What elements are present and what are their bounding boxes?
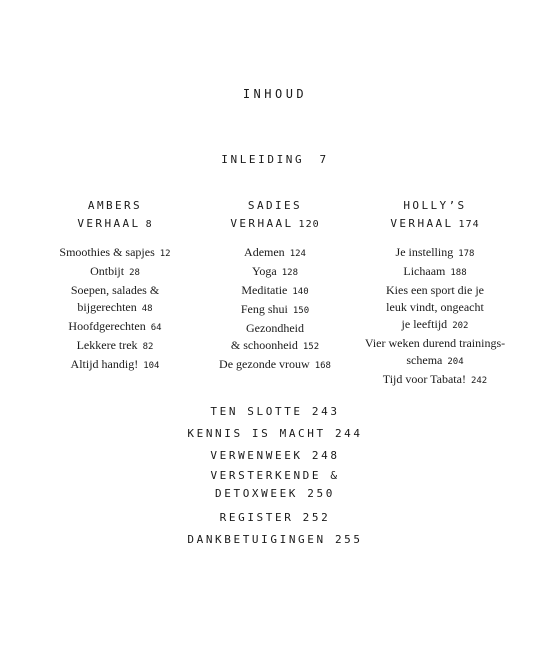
toc-entry-label: DANKBETUIGINGEN — [187, 533, 326, 546]
toc-item-label: Vier weken durend trainings- — [364, 336, 506, 350]
toc-item-label: & schoonheid — [230, 338, 298, 352]
section-heading-line: HOLLY’S — [403, 199, 467, 212]
toc-item[interactable] — [190, 244, 360, 263]
toc-entry-label: INLEIDING — [221, 153, 305, 166]
toc-page-number: 178 — [458, 249, 475, 259]
section-heading-ambers-verhaal[interactable] — [30, 197, 200, 234]
section-heading-sadies-verhaal[interactable] — [190, 197, 360, 234]
toc-entry-label: KENNIS IS MACHT — [187, 427, 326, 440]
toc-page-number: 152 — [302, 342, 320, 352]
toc-entry-label: REGISTER — [219, 511, 294, 524]
toc-page-number: 82 — [142, 342, 154, 352]
toc-column-sadies — [190, 197, 360, 375]
toc-closing-entries — [0, 401, 550, 551]
toc-item-label: Feng shui — [240, 302, 288, 316]
toc-entry-detoxweek[interactable] — [0, 485, 550, 503]
toc-item-label: Kies een sport die je — [386, 283, 484, 297]
toc-item-label: schema — [406, 353, 443, 367]
section-heading-line: AMBERS — [87, 199, 143, 212]
toc-page-number: 120 — [298, 219, 320, 230]
toc-page-number: 243 — [311, 405, 340, 418]
toc-item-label: Meditatie — [241, 283, 288, 297]
toc-page-number: 8 — [145, 219, 153, 230]
toc-page-number: 150 — [292, 306, 310, 316]
toc-item[interactable] — [190, 301, 360, 320]
toc-item[interactable] — [350, 244, 520, 263]
toc-item[interactable] — [30, 263, 200, 282]
toc-item[interactable] — [350, 371, 520, 390]
section-heading-text: VERHAAL — [390, 217, 454, 230]
toc-item[interactable] — [350, 352, 520, 371]
toc-page-number: 250 — [307, 487, 335, 500]
toc-item[interactable] — [30, 299, 200, 318]
toc-item-label: Gezondheid — [246, 321, 304, 335]
toc-item[interactable] — [190, 282, 360, 301]
toc-item-label: Yoga — [251, 264, 277, 278]
toc-item-label: Lekkere trek — [76, 338, 138, 352]
toc-entry-label: DETOXWEEK — [215, 487, 299, 500]
toc-column-hollys — [350, 197, 520, 390]
toc-item-label: leuk vindt, ongeacht — [386, 300, 484, 314]
toc-page-number: 244 — [334, 427, 363, 440]
toc-item[interactable] — [350, 299, 520, 316]
toc-page-number: 12 — [159, 249, 171, 259]
toc-item[interactable] — [190, 320, 360, 337]
toc-entry-ten-slotte[interactable] — [0, 401, 550, 423]
toc-page-number: 202 — [452, 321, 469, 331]
section-heading-line — [30, 215, 200, 234]
toc-entry-inleiding[interactable] — [0, 153, 550, 166]
toc-page-number: 252 — [302, 511, 331, 524]
toc-item[interactable] — [190, 263, 360, 282]
toc-item-label: Tijd voor Tabata! — [382, 372, 466, 386]
toc-item[interactable] — [350, 335, 520, 352]
toc-item[interactable] — [30, 282, 200, 299]
section-heading-hollys-verhaal[interactable] — [350, 197, 520, 234]
toc-page-number: 204 — [447, 357, 464, 367]
toc-page-number: 174 — [458, 219, 480, 230]
section-heading-line: SADIES — [247, 199, 303, 212]
toc-page-number: 140 — [292, 287, 309, 297]
toc-item-label: bijgerechten — [77, 300, 137, 314]
toc-page-number: 28 — [129, 268, 140, 278]
page-title: INHOUD — [242, 87, 308, 101]
toc-entry-label: TEN SLOTTE — [210, 405, 303, 418]
section-heading-text: VERHAAL — [230, 217, 294, 230]
toc-page-number: 168 — [314, 361, 331, 371]
toc-entry-register[interactable] — [0, 507, 550, 529]
section-heading-line — [190, 215, 360, 234]
toc-page-number: 188 — [450, 268, 467, 278]
toc-entry-dankbetuigingen[interactable] — [0, 529, 550, 551]
toc-entry-verwenweek[interactable] — [0, 445, 550, 467]
toc-item[interactable] — [190, 356, 360, 375]
toc-item-label: Lichaam — [403, 264, 446, 278]
toc-entry-kennis-is-macht[interactable] — [0, 423, 550, 445]
toc-item-label: Je instelling — [395, 245, 454, 259]
toc-page-number: 248 — [311, 449, 340, 462]
toc-item[interactable] — [350, 263, 520, 282]
section-heading-text: VERHAAL — [77, 217, 141, 230]
toc-page-number: 124 — [289, 249, 306, 259]
toc-column-ambers — [30, 197, 200, 375]
toc-item-label: Ademen — [244, 245, 285, 259]
toc-item[interactable] — [350, 316, 520, 335]
toc-entry-label: VERSTERKENDE & — [210, 469, 340, 482]
toc-item[interactable] — [190, 337, 360, 356]
toc-item[interactable] — [350, 282, 520, 299]
toc-item-label: Hoofdgerechten — [68, 319, 146, 333]
toc-page-number: 128 — [281, 268, 299, 278]
toc-item-label: Altijd handig! — [70, 357, 139, 371]
toc-page-number: 242 — [470, 376, 488, 386]
toc-item[interactable] — [30, 244, 200, 263]
toc-entry-label: VERWENWEEK — [210, 449, 303, 462]
toc-item-label: Smoothies & sapjes — [59, 245, 155, 259]
toc-page-number: 7 — [319, 153, 329, 166]
toc-item[interactable] — [30, 337, 200, 356]
toc-item-label: Ontbijt — [90, 264, 125, 278]
toc-item[interactable] — [30, 318, 200, 337]
toc-item-label: Soepen, salades & — [70, 283, 160, 297]
toc-page-number: 48 — [141, 304, 153, 314]
toc-page-number: 64 — [150, 323, 162, 333]
toc-page-number: 104 — [143, 361, 160, 371]
toc-page-number: 255 — [334, 533, 363, 546]
toc-entry-versterkende[interactable] — [0, 467, 550, 485]
section-heading-line — [350, 215, 520, 234]
toc-item[interactable] — [30, 356, 200, 375]
toc-item-label: De gezonde vrouw — [219, 357, 310, 371]
toc-item-label: je leeftijd — [401, 317, 448, 331]
